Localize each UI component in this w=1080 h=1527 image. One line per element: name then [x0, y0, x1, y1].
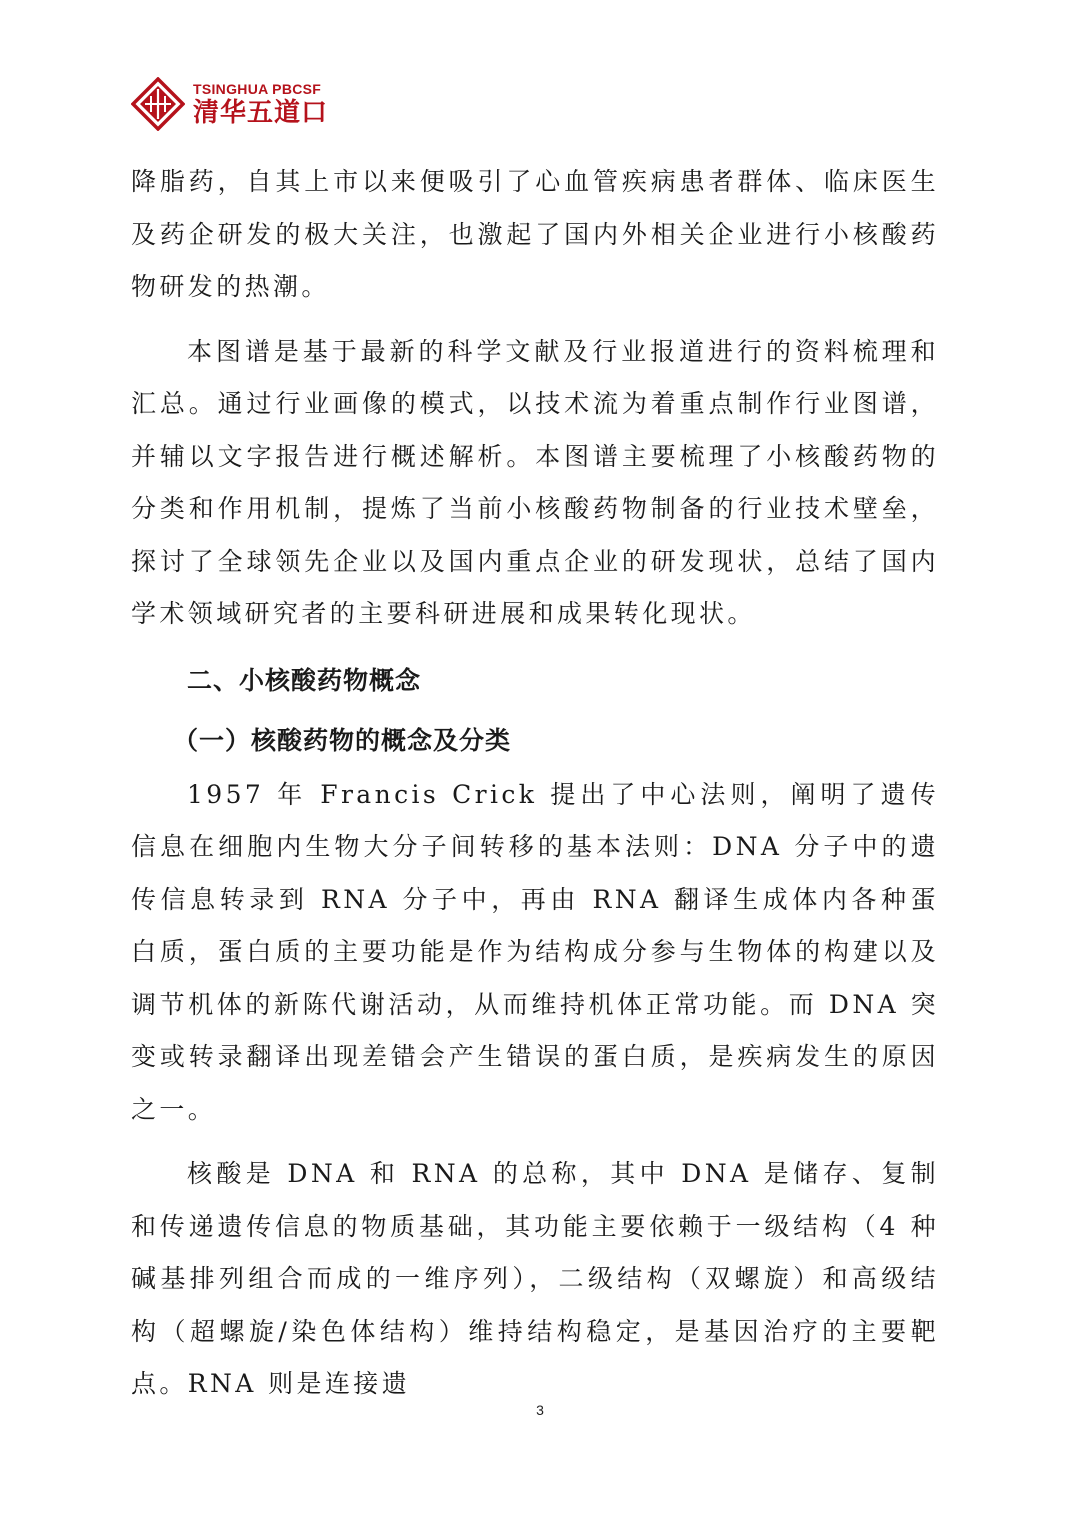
subsection-heading: （一）核酸药物的概念及分类: [173, 725, 512, 755]
page-header: [131, 76, 328, 132]
document-body: [131, 156, 939, 1423]
section-heading: 二、小核酸药物概念: [187, 665, 422, 695]
logo-chinese-text: 清华五道口: [193, 98, 329, 128]
paragraph-central-dogma: 1957 年 Francis Crick 提出了中心法则，阐明了遗传信息在细胞内生物大分子间转移的基本法则：DNA 分子中的遗传信息转录到 RNA 分子中，再由 RNA 翻译生成体内各种蛋白质，蛋白质的主要功能是作为结构成分参与生物体的构建以及调节机体的新陈代谢活动，从而维持机体正常功能。而 DNA 突变或转录翻译出现差错会产生错误的蛋白质，是疾病发生的原因之一。: [131, 779, 939, 1124]
page-number: 3: [536, 1402, 544, 1418]
paragraph-atlas-overview: 本图谱是基于最新的科学文献及行业报道进行的资料梳理和汇总。通过行业画像的模式，以技术流为着重点制作行业图谱，并辅以文字报告进行概述解析。本图谱主要梳理了小核酸药物的分类和作用机制，提炼了当前小核酸药物制备的行业技术壁垒，探讨了全球领先企业以及国内重点企业的研发现状，总结了国内学术领域研究者的主要科研进展和成果转化现状。: [131, 336, 939, 628]
paragraph-nucleic-acid: 核酸是 DNA 和 RNA 的总称，其中 DNA 是储存、复制和传递遗传信息的物质基础，其功能主要依赖于一级结构（4 种碱基排列组合而成的一维序列），二级结构（双螺旋）和高级结构（超螺旋/染色体结构）维持结构稳定，是基因治疗的主要靶点。RNA 则是连接遗: [131, 1159, 939, 1398]
logo-text: [193, 82, 328, 126]
paragraph-continuation: 降脂药，自其上市以来便吸引了心血管疾病患者群体、临床医生及药企研发的极大关注，也激起了国内外相关企业进行小核酸药物研发的热潮。: [131, 167, 939, 301]
logo-english-text: TSINGHUA PBCSF: [193, 81, 322, 97]
pbcsf-logo-icon: [131, 77, 185, 131]
